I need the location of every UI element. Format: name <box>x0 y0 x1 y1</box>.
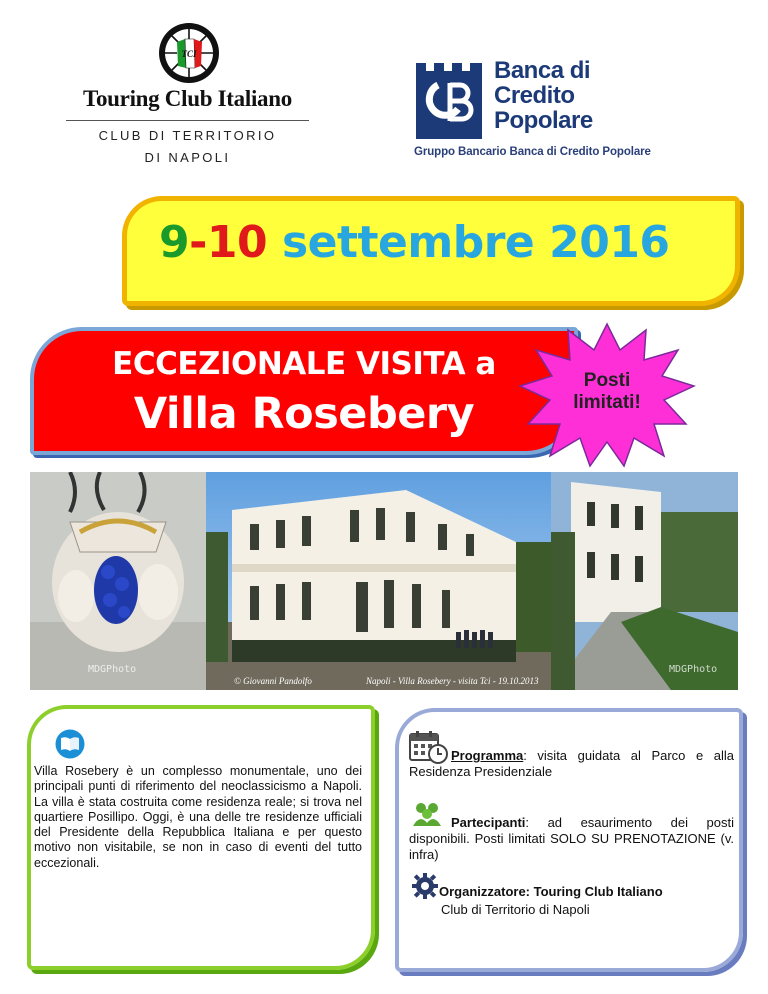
tci-emblem-text: TCI <box>181 49 197 59</box>
tci-emblem-icon <box>158 22 220 84</box>
organizzatore-item <box>409 884 734 900</box>
badge-line1: Posti <box>583 370 631 391</box>
photo-credit: © Giovanni Pandolfo <box>234 676 312 686</box>
bank-tower-icon <box>414 55 486 139</box>
bank-name-line1: Banca di <box>494 57 591 84</box>
title-line1: ECCEZIONALE VISITA a <box>112 346 496 382</box>
bank-name-line2: Credito <box>494 82 575 109</box>
photo-garden <box>551 472 738 690</box>
bank-logo <box>414 55 744 165</box>
date-dash: - <box>189 217 207 268</box>
photo-sculpture <box>30 472 206 690</box>
watermark-right: MDGPhoto <box>669 664 718 675</box>
bank-name-line3: Popolare <box>494 107 593 134</box>
organizzatore-sub: Club di Territorio di Napoli <box>441 902 590 917</box>
programma-text: : visita guidata al Parco e alla Residenza Presidenziale <box>409 748 734 779</box>
villa-description: Villa Rosebery è un complesso monumentale, uno dei principali punti di riferimento del neoclassicismo a Napoli. La villa è stata costruita come residenza reale; si trova nel quartiere Posillipo. Oggi, è una delle tre residenze ufficiali del Presidente della Repubblica Italiana e per questo motivo non visitabile, se non in caso di eventi del tutto eccezionali. <box>34 764 362 870</box>
date-day-end: 10 <box>206 217 268 268</box>
date-month-year: settembre 2016 <box>267 217 670 268</box>
partecipanti-text: : ad esaurimento dei posti disponibili. Posti limitati SOLO SU PRENOTAZIONE (v. infra) <box>409 815 734 862</box>
tci-name: Touring Club Italiano <box>83 86 292 111</box>
tci-club-line2: DI NAPOLI <box>144 150 231 165</box>
programma-item <box>409 748 734 780</box>
date-day-start: 9 <box>159 217 190 268</box>
watermark-left: MDGPhoto <box>88 664 137 675</box>
tci-logo <box>60 22 315 172</box>
bank-group: Gruppo Bancario Banca di Credito Popolare <box>414 146 651 158</box>
badge-line2: limitati! <box>573 392 641 413</box>
photo-villa <box>206 472 551 690</box>
organizzatore-label: Organizzatore: Touring Club Italiano <box>439 884 663 899</box>
partecipanti-label: Partecipanti <box>451 815 526 830</box>
event-date <box>159 217 670 268</box>
description-box <box>27 705 375 970</box>
title-line2: Villa Rosebery <box>133 389 475 439</box>
photo-caption: Napoli - Villa Rosebery - visita Tci - 19.10.2013 <box>366 676 539 686</box>
title-banner <box>30 327 578 455</box>
partecipanti-item <box>409 815 734 863</box>
book-icon <box>55 729 85 759</box>
details-box <box>395 708 743 972</box>
programma-label: Programma <box>451 748 524 763</box>
limited-seats-badge <box>518 320 696 470</box>
photo-strip <box>30 472 738 690</box>
date-banner <box>122 196 740 306</box>
tci-club-line1: CLUB DI TERRITORIO <box>98 128 277 143</box>
tci-divider <box>66 120 309 121</box>
